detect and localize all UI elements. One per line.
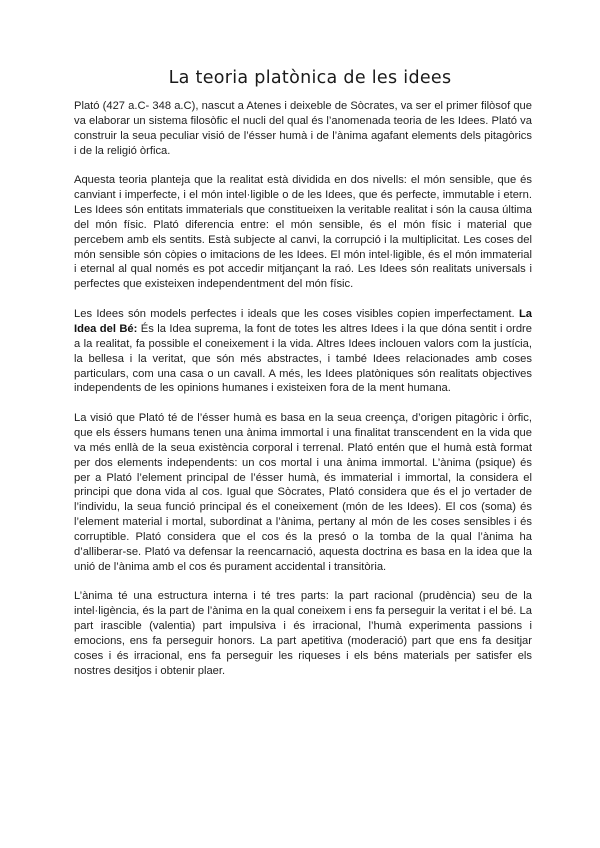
paragraph-soul-parts: L’ànima té una estructura interna i té tres parts: la part racional (prudència) seu de la intel·ligència, és la part de l’ànima en la qual coneixem i ens fa perseguir la veritat i el bé. La part irascible (valentia) part impulsiva i és irracional, l’humà experimenta passions i emocions, ens fa perseguir honors. La part apetitiva (moderació) part que ens fa desitjar coses i és irracional, ens fa perseguir les riqueses i els béns materials per satisfer els nostres desitjos i obtenir plaer. [74,590,532,677]
paragraph-ideas [74,307,532,396]
paragraph-ideas-after: És la Idea suprema, la font de totes les altres Idees i la que dóna sentit i ordre a la realitat, fa possible el coneixement i la vida. Altres Idees inclouen valors com la justícia, la bellesa i la veritat, que són més abstractes, i també Idees relacionades amb coses particulars, com una casa o un cavall. A més, les Idees platòniques són realitats objectives independents de les opinions humanes i existeixen fora de la ment humana. [74,322,532,395]
paragraph-human-being: La visió que Plató té de l’ésser humà es basa en la seua creença, d’origen pitagòric i òrfic, que els éssers humans tenen una ànima immortal i una finalitat transcendent en la vida que va més enllà de la seua existència corporal i terrenal. Plató entén que el humà està format per dos elements independents: un cos mortal i una ànima immortal. L’ànima (psique) és per a Plató l’element principal de l’ésser humà, és immaterial i immortal, la considera el principi que dona vida al cos. Igual que Sòcrates, Plató considera que és el jo vertader de l’individu, la seua funció principal és el coneixement (món de les Idees). El cos (soma) és l’element material i mortal, subordinat a l’ànima, pertany al món de les coses sensibles i és corruptible. Plató considera que el cos és la presó o la tomba de la qual l’ànima ha d’alliberar-se. Plató va defensar la reencarnació, aquesta doctrina es basa en la idea que la unió de l’ànima amb el cos és purament accidental i transitòria. [74,412,532,573]
paragraph-two-worlds: Aquesta teoria planteja que la realitat està dividida en dos nivells: el món sensible, que és canviant i imperfecte, i el món intel·ligible o de les Idees, que és perfecte, immutable i etern. Les Idees són entitats immaterials que constitueixen la veritable realitat i són la causa última del món físic. Plató diferencia entre: el món sensible, és el món físic i material que percebem amb els sentits. Està subjecte al canvi, la corrupció i la multiplicitat. Les coses del món sensible són còpies o imitacions de les Idees. El món intel·ligible, és el món immaterial i eternal al qual només es pot accedir mitjançant la raó. Les Idees són realitats universals i perfectes que existeixen independentment del món físic. [74,174,532,291]
paragraph-intro: Plató (427 a.C- 348 a.C), nascut a Atenes i deixeble de Sòcrates, va ser el primer filòsof que va elaborar un sistema filosòfic el nucli del qual és l’anomenada teoria de les Idees. Plató va construir la seua peculiar visió de l’ésser humà i de l’ànima agafant elements dels pitagòrics i de la religió òrfica. [74,100,532,157]
document-body [74,99,532,694]
document-title: La teoria platònica de les idees [168,68,452,88]
paragraph-ideas-before: Les Idees són models perfectes i ideals que les coses visibles copien imperfectament. [74,308,519,321]
idea-of-good-term: La Idea del Bé: [74,308,532,335]
